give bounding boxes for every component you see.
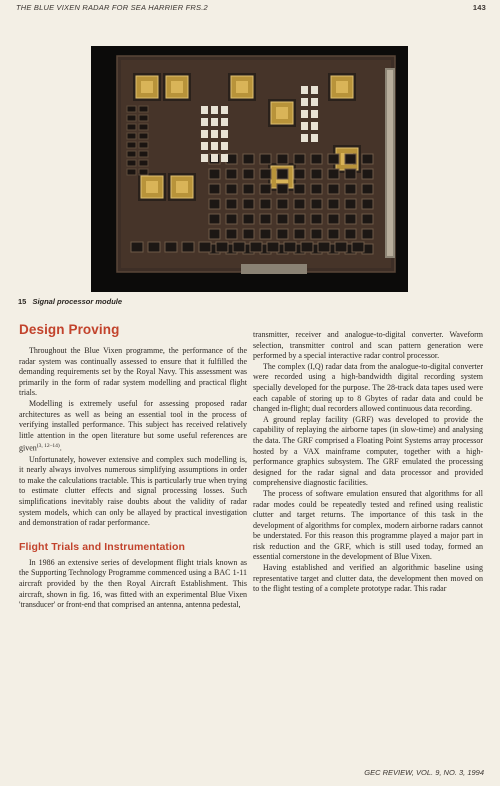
paragraph: Having established and verified an algorithmic baseline using representative target and clutter data, the development then moved on to the flight testing of a complete prototype radar. This radar: [253, 563, 483, 594]
section-heading-design-proving: Design Proving: [19, 322, 120, 337]
figure-caption: [18, 297, 318, 306]
circuit-board-image: [91, 46, 408, 292]
paragraph-text: Modelling is extremely useful for assessing proposed radar architectures as well as being an essential tool in the process of verifying installed performance. This subject has received relatively little attention in the open literature but some useful references are given: [19, 398, 247, 453]
signal-processor-photo: [91, 46, 408, 292]
right-column: [253, 330, 483, 595]
paragraph: Unfortunately, however extensive and complex such modelling is, it nearly always involves numerous simplifying assumptions in order to make the calculations tractable. This is particularly true when trying to estimate clutter effects and signal processing losses. Such simplifications inevitably raise doubts about the validity of radar system models, which can only be allayed by practical investigation and demonstration of radar performance.: [19, 454, 247, 528]
reference-marks: (3, 12–14): [36, 443, 60, 450]
section-heading-flight-trials: Flight Trials and Instrumentation: [19, 540, 186, 553]
running-head: [16, 3, 486, 15]
left-column: [19, 322, 247, 611]
page-number: 143: [472, 3, 486, 12]
paragraph: [19, 399, 247, 455]
paragraph: The process of software emulation ensured that algorithms for all radar modes could be repeatedly tested and refined using realistic clutter and target returns. The importance of this task in the development of algorithms for complex, modern airborne radars cannot be understated. For this reason this programme played a major part in risk reduction and the GRF, which is still used today, formed an essential cornerstone in the development of Blue Vixen.: [253, 488, 483, 562]
figure-caption-text: Signal processor module: [32, 297, 123, 306]
running-head-title: THE BLUE VIXEN RADAR FOR SEA HARRIER FRS.2: [16, 3, 208, 12]
paragraph: In 1986 an extensive series of development flight trials known as the Supporting Technology Programme commenced using a BAC 1-11 aircraft provided by the then Royal Aircraft Establishment. This aircraft, shown in fig. 16, was fitted with an experimental Blue Vixen 'transducer' or front-end that comprised an antenna, antenna pedestal,: [19, 557, 247, 610]
paragraph-end: .: [59, 444, 62, 453]
figure-number: 15: [18, 297, 27, 306]
paragraph: Throughout the Blue Vixen programme, the performance of the radar system was continually assessed to ensure that it fulfilled the demanding requirements set by the Royal Navy. This assessment was primarily in the form of radar system modelling and practical flight trials.: [19, 346, 247, 398]
paragraph: transmitter, receiver and analogue-to-digital converter. Waveform selection, transmitter control and scan pattern generation were performed by a special interactive radar control processor.: [253, 330, 483, 361]
paragraph: A ground replay facility (GRF) was developed to provide the capability of replaying the airborne tapes (in slow-time) and analysing the data. The GRF comprised a Floating Point Systems array processor hosted by a VAX mainframe computer, together with a high-performance graphics subsystem. The GRF emulated the processing designed for the radar signal and data processor and provided comprehensive diagnostic facilities.: [253, 414, 483, 488]
paragraph: The complex (I,Q) radar data from the analogue-to-digital converter were recorded using a high-bandwidth digital recording system specially developed for the purpose. The 28-track data tapes used were each capable of storing up to 8 Gbytes of radar data and could be changed in-flight; dual recorders allowed continuous data recording.: [253, 361, 483, 414]
journal-footer: GEC REVIEW, VOL. 9, NO. 3, 1994: [364, 768, 484, 777]
